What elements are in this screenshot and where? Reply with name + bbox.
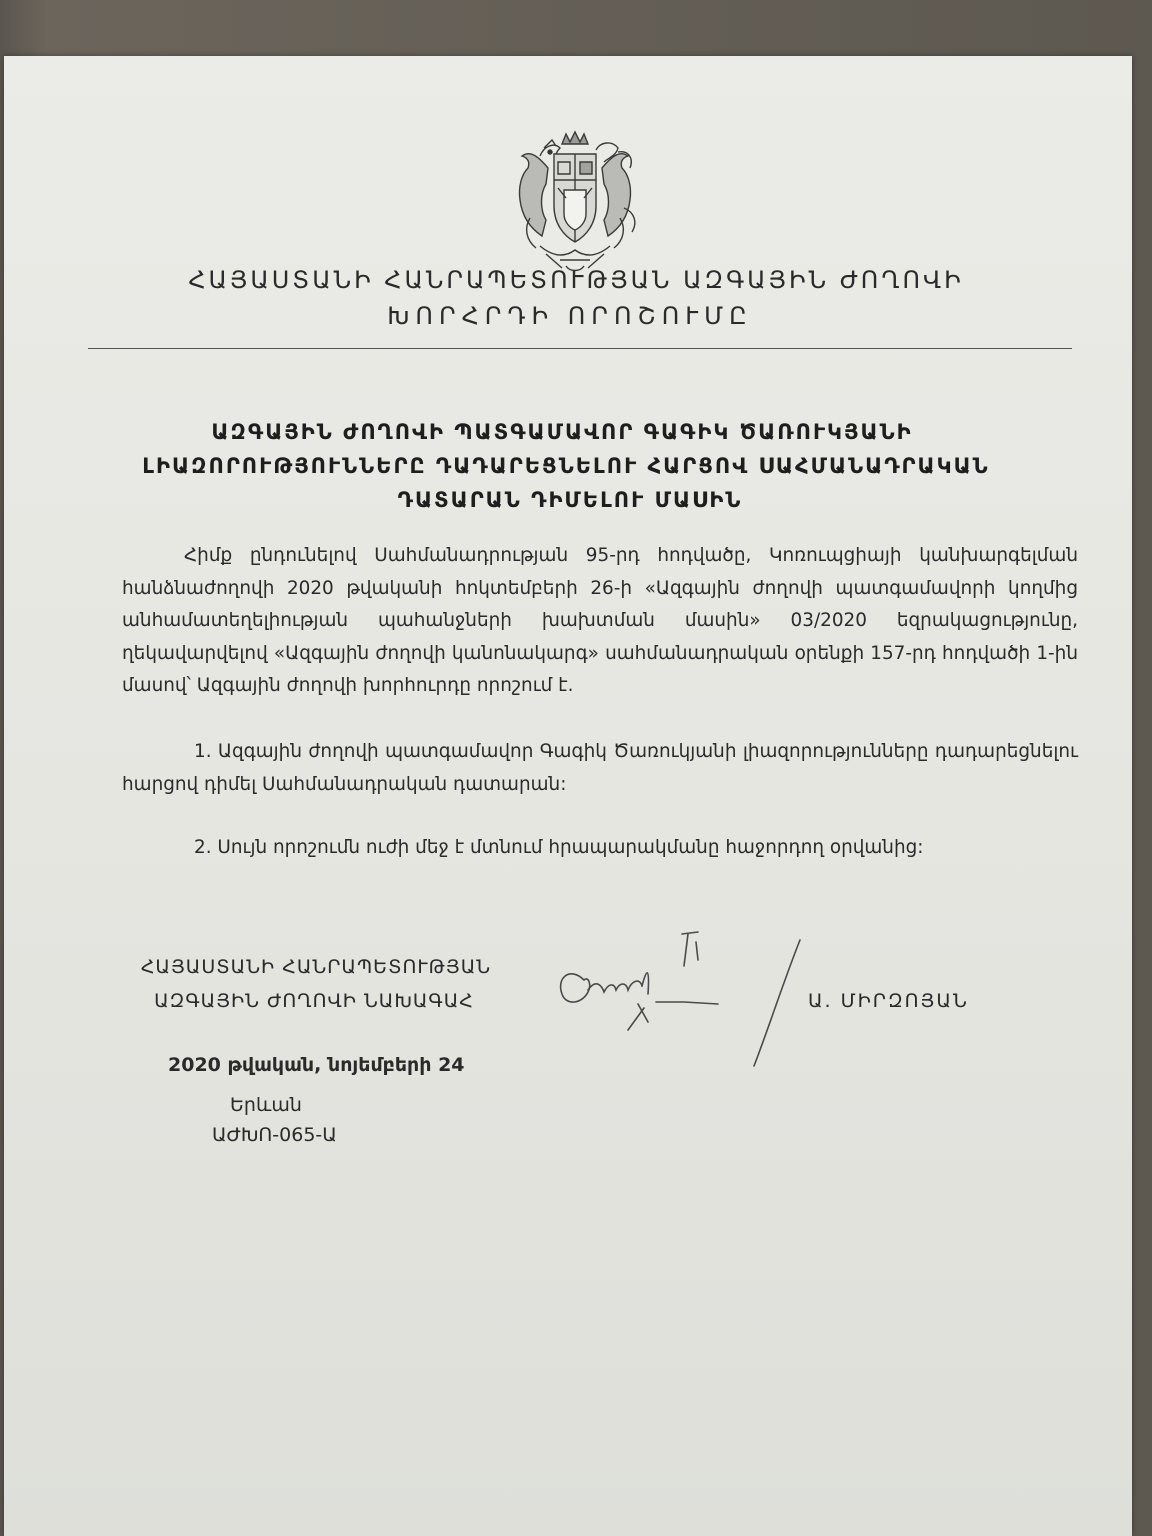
decision-item-2: 2. Սույն որոշումն ուժի մեջ է մտնում հրապարակմանը հաջորդող օրվանից: — [194, 837, 924, 858]
document-title-line-2: ԼԻԱԶՈՐՈՒԹՅՈՒՆՆԵՐԸ ԴԱԴԱՐԵՑՆԵԼՈՒ ՀԱՐՑՈՎ ՍԱՀՄԱՆԱԴՐԱԿԱՆ — [142, 454, 990, 478]
preamble-paragraph: Հիմք ընդունելով Սահմանադրության 95-րդ հոդվածը, Կոռուպցիայի կանխարգելման հանձնաժողովի 2020 թվականի հոկտեմբերի 26-ի «Ազգային ժողովի պատգամավորի կողմից անհամատեղելիության պահանջների խախտման մասին» 03/2020 եզրակացությունը, ղեկավարվելով «Ազգային ժողովի կանոնակարգ» սահմանադրական օրենքի 157-րդ հոդվածի 1-ին մասով՝ Ազգային ժողովի խորհուրդը որոշում է. — [122, 545, 1078, 696]
document-title-line-1: ԱԶԳԱՅԻՆ ԺՈՂՈՎԻ ՊԱՏԳԱՄԱՎՈՐ ԳԱԳԻԿ ԾԱՌՈՒԿՅԱՆԻ — [211, 420, 913, 444]
decision-header: ԽՈՐՀՐԴԻ ՈՐՈՇՈՒՄԸ — [387, 302, 753, 330]
document-city: Երևան — [230, 1094, 302, 1116]
signatory-position-line-1: ՀԱՅԱՍՏԱՆԻ ՀԱՆՐԱՊԵՏՈՒԹՅԱՆ — [140, 956, 492, 978]
handwritten-signature — [548, 920, 808, 1070]
decision-item-1: 1. Ազգային ժողովի պատգամավոր Գագիկ Ծառուկյանի լիազորությունները դադարեցնելու հարցով դիմել Սահմանադրական դատարան: — [122, 741, 1078, 795]
coat-of-arms-icon — [500, 128, 650, 278]
document-title-line-3: ԴԱՏԱՐԱՆ ԴԻՄԵԼՈՒ ՄԱՍԻՆ — [397, 488, 743, 512]
institution-header: ՀԱՅԱՍՏԱՆԻ ՀԱՆՐԱՊԵՏՈՒԹՅԱՆ ԱԶԳԱՅԻՆ ԺՈՂՈՎԻ — [188, 266, 964, 294]
header-divider — [88, 348, 1072, 349]
document-date: 2020 թվական, նոյեմբերի 24 — [168, 1054, 465, 1076]
signatory-position-line-2: ԱԶԳԱՅԻՆ ԺՈՂՈՎԻ ՆԱԽԱԳԱՀ — [154, 990, 474, 1012]
signer-name: Ա. ՄԻՐԶՈՅԱՆ — [808, 990, 969, 1012]
document-number: ԱԺԽՈ-065-Ա — [212, 1124, 337, 1146]
